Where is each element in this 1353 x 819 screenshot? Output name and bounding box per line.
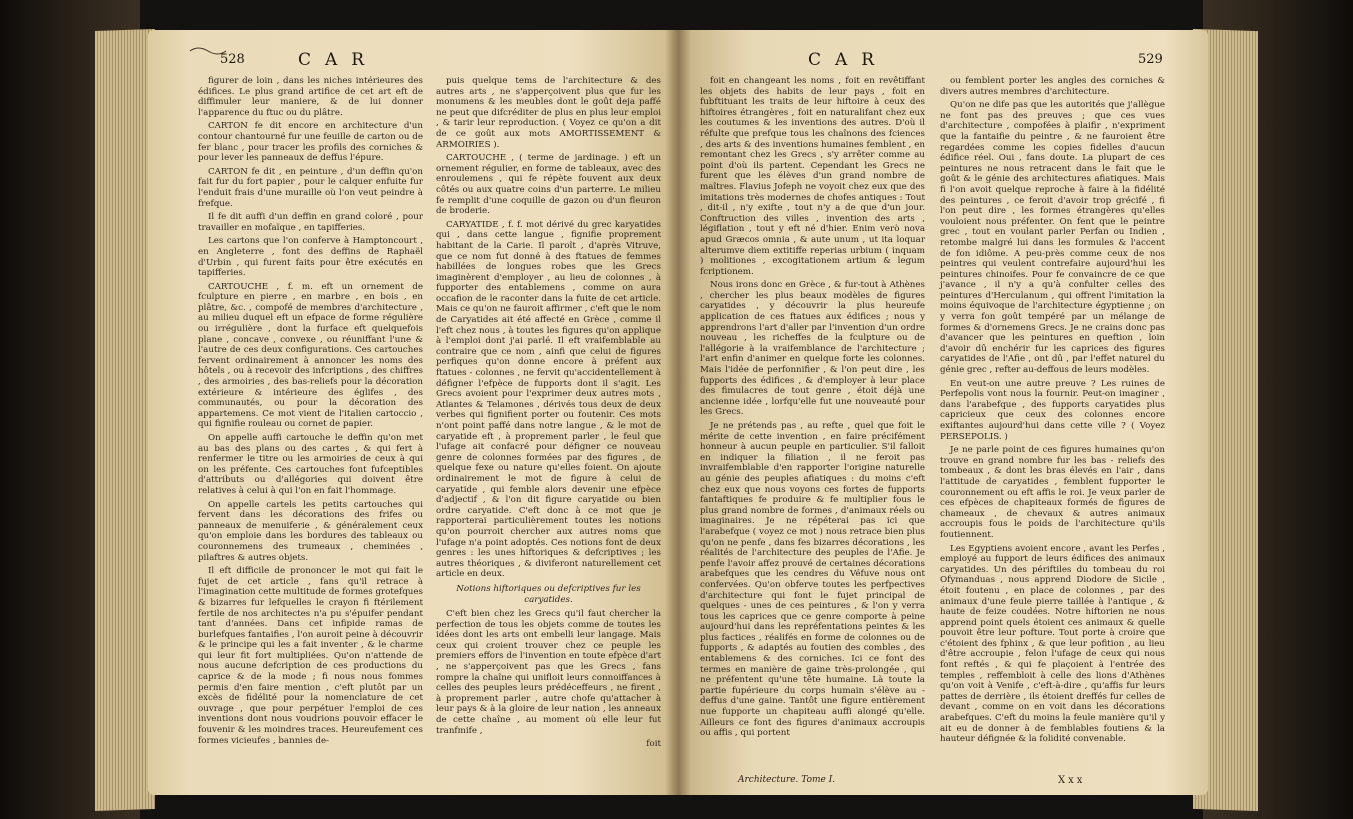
paragraph: CARTOUCHE , f. m. eft un ornement de fculpture en pierre , en marbre , en bois , en plâtre, &c. , compofé de membres d'architecture , au milieu duquel eft un efpace de forme régulière ou irrégulière , dont la furface eft quelquefois plane , concave , convexe , ou réuniffant l'une & l'autre de ces deux configurations. Ces cartouches fervent ordinairement à annoncer les noms des hôtels , ou à recevoir des infcriptions , des chiffres , des armoiries , des bas-reliefs pour la décoration extérieure & intérieure des églifes , des communautés, ou pour la décoration des appartemens. Ce mot vient de l'italien cartoccio , qui fignifie rouleau ou cornet de papier. [198, 281, 423, 430]
footer-volume: Architecture. Tome I. [738, 775, 836, 785]
running-head: CAR [298, 50, 379, 70]
paragraph: Les Egyptiens avoient encore , avant les Perfes , employé au fupport de leurs édifices des animaux caryatides. Un des périftiles du tombeau du roi Ofymanduas , nous apprend Diodore de Sicile , étoit foutenu , en place de colonnes , par des animaux d'une feule pierre taillée à l'antique , & haute de feize coudées. Notre hiftorien ne nous apprend point quels étoient ces animaux & quelle pouvoit être leur pofture. Tout porte à croire que c'étoient des fphinx , & que leur pofition , au lieu d'être accroupie , felon l'ufage de ceux qui nous font reftés , & qui fe plaçoient à l'entrée des temples , reffembloit à celle des lions d'Athènes qu'on voit à Venife , c'eft-à-dire , qu'affis fur leurs pattes de derrière , ils étoient dreffés fur celles de devant , comme on en voit dans les décorations arabefques. C'eft du moins la feule manière qu'il y ait eu de donner à de femblables foutiens & la hauteur défignée & la folidité convenable. [940, 543, 1165, 745]
paragraph: Il fe dit auffi d'un deffin en grand coloré , pour travailler en mofaïque , en tapifferies. [198, 212, 423, 233]
text-column-1 [700, 76, 925, 742]
paragraph: Je ne parle point de ces figures humaines qu'on trouve en grand nombre fur les bas - reliefs des tombeaux , & dont les bras élevés en l'air , dans l'attitude de caryatides , femblent fupporter le couronnement ou eft affis le roi. Je veux parler de ces efpèces de chapiteaux formés de figures de chameaux , de chevaux & autres animaux accroupis fous le poids de l'architecture qu'ils foutiennent. [940, 445, 1165, 540]
paragraph: CARTOUCHE , ( terme de jardinage. ) eft un ornement régulier, en forme de tableaux, avec des enroulemens , qui fe répète fouvent aux deux côtés ou aux quatre coins d'un parterre. Le milieu fe remplit d'une coquille de gazon ou d'un fleuron de broderie. [436, 153, 661, 217]
gutter [665, 30, 691, 795]
paragraph: Il eft difficile de prononcer le mot qui fait le fujet de cet article , fans qu'il retrace à l'imagination cette multitude de formes grotefques & bizarres fur lefquelles le crayon fi ftérilement fertile de nos architectes n'a pu s'épuifer pendant tant d'années. Dans cet infipide ramas de burlefques fantaifies , l'on auroit peine à découvrir & le principe qui les a fait inventer , & le charme qui leur fit fort multipliées. Qu'on n'attende de nous aucune defcription de ces productions du caprice & de la mode ; fi nous nous fommes permis d'en faire mention , c'eft plutôt par un excès de fidélité pour la nomenclature de cet ouvrage , que pour perpétuer l'emploi de ces inventions dont nous voudrions pouvoir effacer le fouvenir & les moindres traces. Heureufement ces formes vicieufes , bannies de- [198, 566, 423, 746]
text-column-1 [198, 76, 423, 749]
paragraph: On appelle auffi cartouche le deffin qu'on met au bas des plans ou des cartes , & qui fert à renfermer le titre ou les armoiries de ceux à qui on les préfente. Ces cartouches font fufceptibles d'attributs ou d'allégories qui doivent être relatives à celui à qui l'on en fait l'hommage. [198, 433, 423, 496]
paragraph: C'eft bien chez les Grecs qu'il faut chercher la perfection de tous les objets comme de toutes les idées dont les arts ont embelli leur langage. Mais ceux qui croient trouver chez ce peuple les premiers effors de l'invention en toute efpèce d'art , ne s'apperçoivent pas que les Grecs , fans rompre la chaîne qui unifloit leurs connoiffances à celles des peuples leurs prédéceffeurs , ne firent , à proprement parler , autre chofe qu'attacher à leur pays & à la gloire de leur nation , les anneaux de cette chaîne , au moment où elle leur fut tranfmife , [436, 609, 661, 736]
paragraph: Les cartons que l'on conferve à Hamptoncourt , en Angleterre , font des deffins de Raphaël d'Urbin , qui furent faits pour être exécutés en tapifferies. [198, 236, 423, 279]
page-number: 529 [1138, 52, 1163, 67]
running-head: CAR [808, 50, 889, 70]
paragraph: Qu'on ne dife pas que les autorités que j'allègue ne font pas des preuves ; que ces vues d'architecture , compofées à plaifir , n'expriment que la fantaifie du peintre , & ne fauroient être regardées comme les copies fidelles d'aucun édifice réel. Oui , fans doute. La plupart de ces peintures ne nous retracent dans le fait que le goût & le génie des architectures afiatiques. Mais fi l'on avoit quelque reproche à faire à la fidélité des peintures , ce feroit d'avoir trop grécifé , fi l'on peut dire , les formes étrangères qu'elles vouloient nous préfenter. On fent que le peintre grec , tout en voulant parler Perfan ou Indien , retombe malgré lui dans les formules & l'accent de fon idiôme. A peu-près comme ceux de nos peintres qui veulent contrefaire aujourd'hui les peintures chinoifes. Pour fe convaincre de ce que j'avance , il n'y a qu'à confulter celles des peintures d'Herculanum , qui offrent l'imitation la moins équivoque de l'architecture égyptienne ; on y verra fon goût tempéré par un mélange de formes & d'ornemens Grecs. Je ne crains donc pas d'avancer que les peintures en queftion , loin d'avoir dû enchérir fur les caprices des figures caryatides de l'Afie , ont dû , par l'effet naturel du génie grec , refter au-deffous de leurs modèles. [940, 100, 1165, 376]
right-page [678, 30, 1208, 795]
paragraph: CARTON fe dit encore en architecture d'un contour chantourné fur une feuille de carton ou de fer blanc , pour tracer les profils des corniches & pour lever les panneaux de deffus l'épure. [198, 121, 423, 164]
paragraph: figurer de loin , dans les niches intérieures des édifices. Le plus grand artifice de cet art eft de diffimuler leur maniere, & de lui donner l'apparence du ftuc ou du plâtre. [198, 76, 423, 118]
catchword: foit [646, 739, 661, 750]
paragraph: CARTON fe dit , en peinture , d'un deffin qu'on fait fur du fort papier , pour le calquer enfuite fur l'enduit frais d'une muraille où l'on veut peindre à frefque. [198, 166, 423, 209]
paragraph: Je ne prétends pas , au refte , quel que foit le mérite de cette invention , en faire précifément honneur à aucun peuple en particulier. S'il falloit en indiquer la filiation , il ne feroit pas invraifemblable d'en rapporter l'origine naturelle au génie des peuples afiatiques : du moins c'eft chez eux que nous voyons ces fortes de fupports fantaftiques fe produire & fe multiplier fous le plus grand nombre de formes , d'animaux réels ou imaginaires. Je ne répéterai pas ici que l'arabefque ( voyez ce mot ) nous retrace bien plus qu'on ne penfe , dans fes bizarres décorations , les réalités de l'architecture des peuples de l'Afie. Je penfe l'avoir affez prouvé de certaines décorations arabefques que les cendres du Véfuve nous ont confervées. Qu'on obferve toutes les perfpectives d'architecture qui font le fujet principal de quelques - unes de ces peintures , & l'on y verra tous les caprices que ce genre comporte à peine aujourd'hui dans les repréfentations peintes & les plus factices , réalifés en forme de colonnes ou de fupports , & adaptés au foutien des combles , des entablemens & des corniches. Ici ce font des termes en manière de gaine très-prolongée , qui ne préfentent qu'une tête humaine. Là toute la partie fupérieure du corps humain s'élève au - deffus d'une gaine. Tantôt une figure entièrement nue fupporte un chapiteau auffi alongé qu'elle. Ailleurs ce font des figures d'animaux accroupis ou affis , qui portent [700, 421, 925, 739]
paragraph: Nous irons donc en Grèce , & fur-tout à Athènes , chercher les plus beaux modèles de figures caryatides , y découvrir la plus heureufe application de ces ftatues aux édifices ; nous y apprendrons l'art d'aller par l'invention d'un ordre nouveau , les richeffes de la fculpture ou de l'allégorie à la vraifemblance de l'architecture ; l'art enfin d'animer en quelque forte les colonnes. Mais l'idée de perfonnifier , & l'on peut dire , les fupports des édifices , & d'employer à leur place des fimulacres de tout genre , étoit déjà une ancienne idée , lorfqu'elle fut une nouveauté pour les Grecs. [700, 280, 925, 418]
paragraph: ou femblent porter les angles des corniches & divers autres membres d'architecture. [940, 76, 1165, 97]
signature-mark: Xxx [1058, 775, 1086, 786]
left-page [148, 30, 678, 795]
text-column-2 [940, 76, 1165, 748]
page-number: 528 [220, 52, 245, 67]
paragraph: On appelle cartels les petits cartouches qui fervent dans les décorations des frifes ou panneaux de menuiferie , & généralement ceux qu'on emploie dans les bordures des tableaux ou couronnemens des trumeaux , cheminées , pilaftres & autres objets. [198, 499, 423, 563]
paragraph: puis quelque tems de l'architecture & des autres arts , ne s'apperçoivent plus que fur les monumens & les meubles dont le goût deja paffé ne peut que difcréditer de plus en plus leur emploi , & tarir leur reproduction. ( Voyez ce qu'on a dit de ce goût aux mots AMORTISSEMENT & ARMOIRIES ). [436, 76, 661, 150]
text-column-2 [436, 76, 661, 753]
paragraph: CARYATIDE , f. f. mot dérivé du grec karyatides qui , dans cette langue , fignifie proprement habitant de la Carie. Il paroît , d'après Vitruve, que ce nom fut donné à des ftatues de femmes habillées de longues robes que les Grecs imaginèrent d'employer , au lieu de colonnes , à fupporter des entablemens , comme on aura occafion de le raconter dans la fuite de cet article. Mais ce qu'on ne fauroit affirmer , c'eft que le nom de Caryatides ait été affecté en Grèce , comme il l'eft chez nous , à toutes les figures qu'on applique à l'emploi dont j'ai parlé. Il eft vraifemblable au contraire que ce nom , ainfi que celui de figures perfiques qu'on donne encore à préfent aux ftatues - colonnes , ne fervit qu'accidentellement à défigner l'efpèce de fupports dont il s'agit. Les Grecs avoient pour l'exprimer deux autres mots , Atlantes & Telamones , dérivés tous deux de deux verbes qui fignifient porter ou foutenir. Ces mots n'ont point paffé dans notre langue , & le mot de caryatide eft , à proprement parler , le feul que l'ufage ait confacré pour défigner ce nouveau genre de colonnes formées par des figures , de quelque fexe ou nature qu'elles foient. On ajoute ordinairement le mot de figure à celui de caryatide , qui femble alors devenir une efpèce d'adjectif , & l'on dit figure caryatide ou bien ordre caryatide. C'eft donc à ce mot que je rapporterai particulièrement toutes les notions qu'on pourroit chercher aux autres noms que l'ufage n'a point adoptés. Ces notions font de deux genres : les unes hiftoriques & defcriptives ; les autres théoriques , & diviferont naturellement cet article en deux. [436, 219, 661, 580]
page-edges-left [95, 29, 155, 811]
paragraph: En veut-on une autre preuve ? Les ruines de Perfepolis vont nous la fournir. Peut-on imaginer , dans l'arabefque , des fupports caryatides plus capricieux que ceux des colonnes encore exiftantes aujourd'hui dans cette ville ? ( Voyez PERSEPOLIS. ) [940, 378, 1165, 442]
section-heading: Notions hiftoriques ou defcriptives fur les caryatides. [456, 583, 641, 605]
paragraph: foit en changeant les noms , foit en revêtiffant les objets des habits de leur pays , foit en fubftituant les traits de leur hiftoire à ceux des hiftoires étrangères , foit en naturalifant chez eux les coutumes & les inventions des autres. D'où il réfulte que prefque tous les chaînons des fciences , des arts & des inventions humaines femblent , en remontant chez les Grecs , s'y arrêter comme au point d'où ils partent. Cependant les Grecs ne furent que les élèves d'un grand nombre de maîtres. Flavius Jofeph ne voyoit chez eux que des imitations très modernes de chofes antiques : Tout , dit-il , n'y exifte , tout n'y a de que d'un jour. Conftruction des villes , invention des arts , légiflation , tout y eft né d'hier. Enim verò nova apud Græcos omnia , & aute unum , ut ita loquar alterumve diem extitiffe reperias urbium ( inquam ) molitiones , excogitationem artium & legum fcriptionem. [700, 76, 925, 277]
